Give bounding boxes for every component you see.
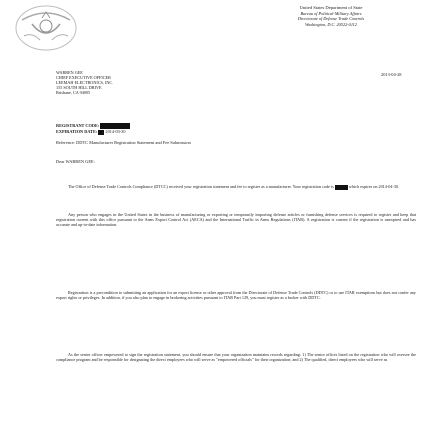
paragraph-3: Registration is a precondition to submitting an application for an export license or other approval from the Directorate of Defense Trade Controls (DDTC) or to use ITAR exemptions but does not confer any export rights or privileges. In addition, if you also plan to engage in brokering activities pursuant to ITAR Part 129, you must register as a broker with DDTC.	[56, 290, 416, 301]
recipient-address	[56, 70, 206, 95]
department-seal-icon	[12, 2, 80, 54]
letterhead-block	[226, 5, 436, 27]
directorate-name: Directorate of Defense Trade Controls	[297, 16, 365, 22]
recipient-title: CHIEF EXECUTIVE OFFICER	[56, 75, 111, 80]
agency-address: Washington, D.C. 20522-0112	[305, 21, 357, 27]
recipient-city: Brisbane, CA 94005	[56, 90, 91, 95]
expiration-date-redaction	[98, 130, 104, 135]
recipient-name: WARREN GEE	[56, 70, 83, 75]
registrant-code-label: REGISTRANT CODE:	[56, 123, 100, 128]
paragraph-1	[56, 184, 416, 190]
paragraph-1-part-b: which expires on 2014-04-30.	[348, 184, 400, 189]
recipient-company: LEEMAH ELECTRONICS, INC.	[56, 80, 114, 85]
recipient-street: 155 SOUTH HILL DRIVE	[56, 85, 102, 90]
paragraph-4: As the senior officer empowered to sign the registration statement, you should ensure that your organization maintains records regarding: 1) The senior officer listed on the registration who will oversee the compliance program and be responsible for designating the direct employees who will serve as "empowered officials" for their organization; and 2) The qualified, direct employees who will serve as	[56, 352, 416, 363]
paragraph-2: Any person who engages in the United States in the business of manufacturing or exporting or temporarily importing defense articles or furnishing defense services is required to register and keep that registration current with this office pursuant to the Arms Export Control Act (AECA) and the International Traffic in Arms Regulations (ITAR). A registration is current if the registration is unexpired and has accurate and up-to-date information.	[56, 212, 416, 228]
salutation: Dear WARREN GEE:	[56, 159, 95, 164]
expiration-date-value: 2014-03-30	[105, 129, 126, 135]
registration-block	[56, 123, 226, 135]
paragraph-1-part-a: The Office of Defense Trade Controls Compliance (DTCC) received your registration statement and fee to register as a manufacturer. Your registration code is	[68, 184, 334, 189]
agency-name: United States Department of State	[299, 5, 363, 10]
letter-date: 2013-04-28	[381, 72, 402, 77]
registration-code-redaction	[335, 185, 348, 190]
expiration-date-label: EXPIRATION DATE:	[56, 129, 98, 135]
bureau-name: Bureau of Political-Military Affairs	[300, 10, 362, 16]
reference-line: Reference: DDTC Manufacturer Registration Statement and Fee Submission	[56, 140, 191, 145]
